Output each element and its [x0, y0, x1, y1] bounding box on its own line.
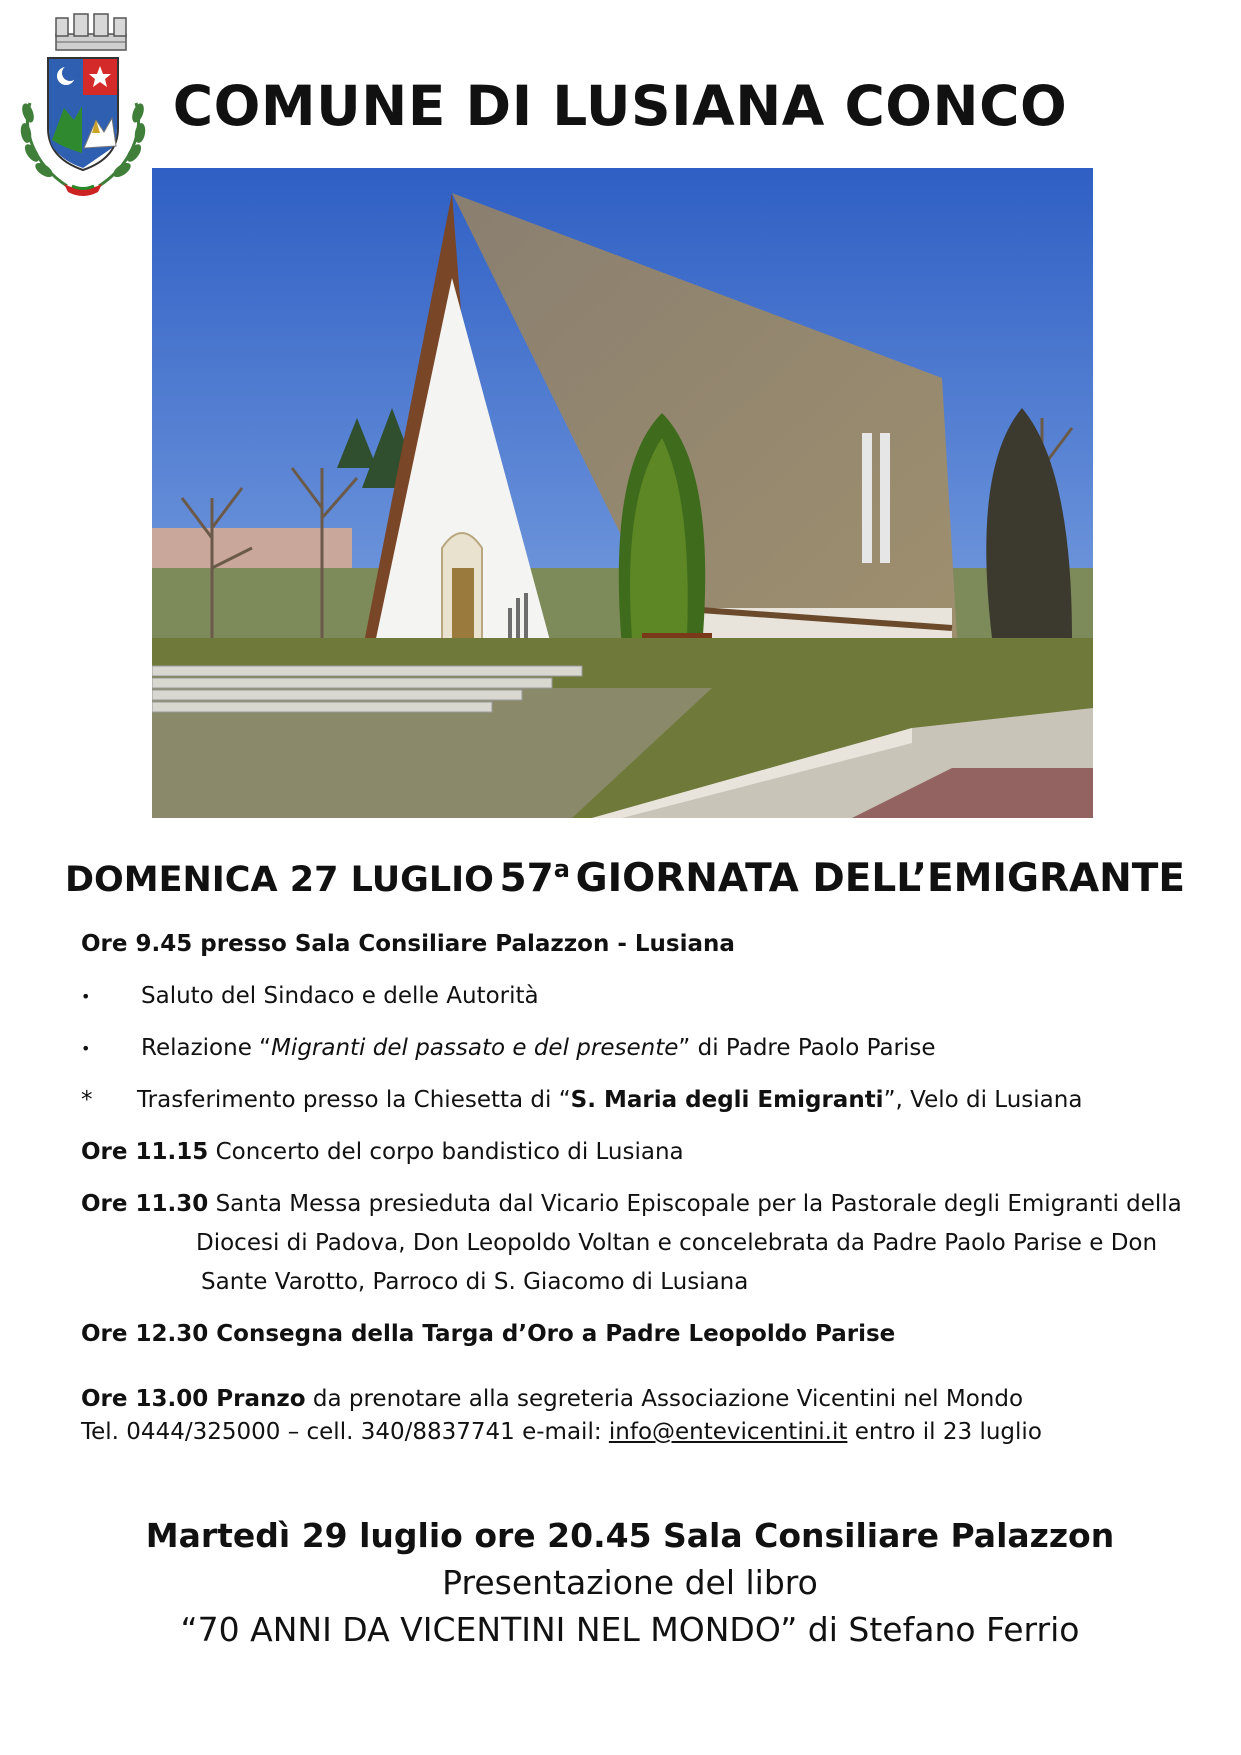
program-text: da prenotare alla segreteria Associazione Vicentini nel Mondo	[305, 1386, 1024, 1412]
asterisk-icon: *	[81, 1087, 93, 1113]
program-item-text: Trasferimento presso la Chiesetta di “	[137, 1087, 571, 1113]
second-event-heading: Martedì 29 luglio ore 20.45 Sala Consiliare Palazzon	[145, 1516, 1115, 1555]
bullet-icon: •	[81, 987, 91, 1006]
email-link[interactable]: info@entevicentini.it	[608, 1419, 848, 1445]
book-title: “70 ANNI DA VICENTINI NEL MONDO” di Stefano Ferrio	[180, 1610, 1080, 1649]
chapel-name: S. Maria degli Emigranti	[570, 1087, 884, 1113]
program-line-opening: Ore 9.45 presso Sala Consiliare Palazzon - Lusiana	[81, 931, 735, 957]
program-text: Concerto del corpo bandistico di Lusiana	[208, 1139, 684, 1165]
program-item-transfer	[81, 1087, 1082, 1113]
program-line-mass-cont: Diocesi di Padova, Don Leopoldo Voltan e concelebrata da Padre Paolo Parise e Don	[196, 1230, 1158, 1256]
program-line-concert	[81, 1139, 684, 1165]
program-item-text: ” di Padre Paolo Parise	[678, 1035, 936, 1061]
contact-deadline: entro il 23 luglio	[847, 1419, 1042, 1445]
program-item-greeting	[81, 983, 539, 1009]
event-edition-number: 57	[499, 856, 554, 901]
event-title: GIORNATA DELL’EMIGRANTE	[575, 856, 1186, 901]
shield-icon	[48, 58, 118, 170]
program-time: Ore 13.00 Pranzo	[81, 1386, 306, 1412]
event-edition	[500, 856, 570, 901]
bullet-icon: •	[81, 1039, 91, 1058]
program-item-text: ”, Velo di Lusiana	[883, 1087, 1083, 1113]
program-line-lunch	[81, 1386, 1023, 1412]
book-presentation-label: Presentazione del libro	[442, 1563, 818, 1602]
program-item-text: Relazione “	[141, 1035, 272, 1061]
report-title: Migranti del passato e del presente	[271, 1035, 679, 1061]
contact-phones: Tel. 0444/325000 – cell. 340/8837741 e-mail:	[81, 1419, 609, 1445]
event-edition-suffix: a	[553, 855, 570, 883]
program-line-mass-cont: Sante Varotto, Parroco di S. Giacomo di Lusiana	[201, 1269, 749, 1295]
coat-of-arms-icon	[12, 8, 154, 198]
program-time: Ore 11.15	[81, 1139, 209, 1165]
page-title: COMUNE DI LUSIANA CONCO	[172, 74, 1068, 138]
program-item-text: Saluto del Sindaco e delle Autorità	[141, 983, 539, 1009]
event-date: DOMENICA 27 LUGLIO	[64, 860, 494, 900]
program-time: Ore 11.30	[81, 1191, 209, 1217]
program-item-report	[81, 1035, 936, 1061]
event-heading	[60, 855, 1190, 901]
program-line-award: Ore 12.30 Consegna della Targa d’Oro a Padre Leopoldo Parise	[81, 1321, 896, 1347]
crown-icon	[56, 14, 126, 50]
contact-line	[81, 1419, 1042, 1445]
church-photo	[152, 168, 1093, 818]
program-line-mass	[81, 1191, 1182, 1217]
program-text: Santa Messa presieduta dal Vicario Episcopale per la Pastorale degli Emigranti della	[208, 1191, 1182, 1217]
